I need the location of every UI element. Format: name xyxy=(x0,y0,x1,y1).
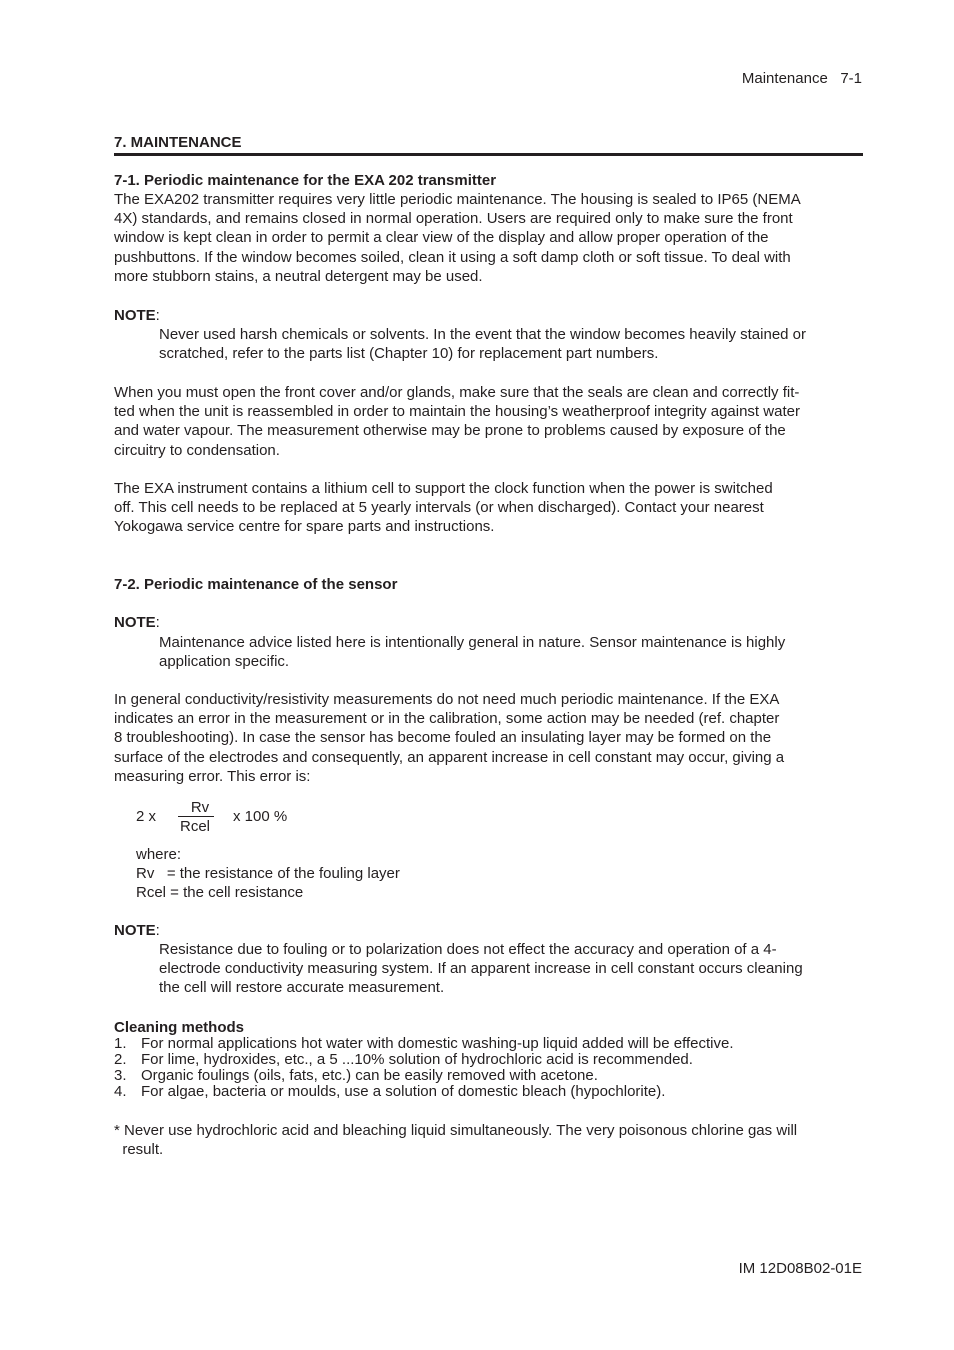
where-rv: Rv = the resistance of the fouling layer xyxy=(136,865,400,883)
lithium-paragraph xyxy=(114,479,863,537)
section-2-heading: 7-2. Periodic maintenance of the sensor xyxy=(114,576,398,593)
note-line: electrode conductivity measuring system. If an apparent increase in cell constant occurs cleaning xyxy=(159,960,803,978)
warning-line: result. xyxy=(114,1141,164,1159)
note-label-text: NOTE xyxy=(114,922,156,939)
paragraph-line: Yokogawa service centre for spare parts and instructions. xyxy=(114,518,495,536)
note-line: Resistance due to fouling or to polarization does not effect the accuracy and operation of a 4- xyxy=(159,941,777,958)
paragraph-line: surface of the electrodes and consequently, an apparent increase in cell constant may occur, giving a xyxy=(114,748,785,766)
note-label-text: NOTE xyxy=(114,307,156,324)
document-id: IM 12D08B02-01E xyxy=(738,1260,862,1277)
header-section: Maintenance xyxy=(741,70,828,87)
page-header xyxy=(742,69,862,88)
list-number: 4. xyxy=(114,1083,127,1100)
where-label: where: xyxy=(136,846,182,863)
paragraph-line: measuring error. This error is: xyxy=(114,767,311,785)
paragraph-line: pushbuttons. If the window becomes soiled, clean it using a soft damp cloth or soft tissue. To deal with xyxy=(114,248,791,266)
paragraph-line: In general conductivity/resistivity measurements do not need much periodic maintenance. If the EXA xyxy=(114,691,780,708)
note-2-body xyxy=(159,633,863,671)
note-colon: : xyxy=(155,614,160,631)
paragraph-line: indicates an error in the measurement or in the calibration, some action may be needed (ref. chapter xyxy=(114,710,780,728)
warning-line: * Never use hydrochloric acid and bleaching liquid simultaneously. The very poisonous chlorine gas will xyxy=(114,1122,798,1139)
note-colon: : xyxy=(155,922,160,939)
where-block xyxy=(136,845,400,903)
cleaning-list xyxy=(114,1036,863,1100)
note-1-label xyxy=(114,306,160,325)
formula-denominator: Rcel xyxy=(180,818,211,835)
paragraph-line: and water vapour. The measurement otherwise may be prone to problems caused by exposure of the xyxy=(114,422,786,440)
chapter-title: 7. MAINTENANCE xyxy=(114,134,242,151)
paragraph-line: off. This cell needs to be replaced at 5 yearly intervals (or when discharged). Contact your nearest xyxy=(114,499,764,517)
note-line: application specific. xyxy=(159,653,290,671)
list-number: 3. xyxy=(114,1067,127,1084)
note-line: Never used harsh chemicals or solvents. In the event that the window becomes heavily stained or xyxy=(159,326,807,343)
paragraph-line: ted when the unit is reassembled in order to maintain the housing’s weatherproof integrity against water xyxy=(114,403,800,421)
paragraph-line: The EXA instrument contains a lithium cell to support the clock function when the power is switched xyxy=(114,480,773,497)
formula-suffix: x 100 % xyxy=(233,808,288,825)
formula-prefix: 2 x xyxy=(136,808,157,825)
note-line: Maintenance advice listed here is intentionally general in nature. Sensor maintenance is highly xyxy=(159,634,786,651)
cover-paragraph xyxy=(114,383,863,460)
formula-numerator: Rv xyxy=(190,799,210,816)
paragraph-line: 4X) standards, and remains closed in normal operation. Users are required only to make sure the front xyxy=(114,210,793,228)
paragraph-line: When you must open the front cover and/or glands, make sure that the seals are clean and correctly fit- xyxy=(114,384,800,401)
list-number: 2. xyxy=(114,1051,127,1068)
list-text: Organic foulings (oils, fats, etc.) can be easily removed with acetone. xyxy=(141,1067,598,1084)
title-rule xyxy=(114,153,863,156)
list-item xyxy=(114,1052,863,1068)
note-line: the cell will restore accurate measurement. xyxy=(159,979,445,997)
section-1-paragraph xyxy=(114,190,863,286)
note-colon: : xyxy=(155,307,160,324)
note-line: scratched, refer to the parts list (Chapter 10) for replacement part numbers. xyxy=(159,345,659,363)
list-text: For normal applications hot water with domestic washing-up liquid added will be effective. xyxy=(141,1035,734,1052)
list-item xyxy=(114,1084,863,1100)
list-number: 1. xyxy=(114,1035,127,1052)
cleaning-heading: Cleaning methods xyxy=(114,1019,245,1036)
paragraph-line: 8 troubleshooting). In case the sensor has become fouled an insulating layer may be formed on the xyxy=(114,729,772,747)
note-2-label xyxy=(114,613,160,632)
note-3-label xyxy=(114,921,160,940)
note-label-text: NOTE xyxy=(114,614,156,631)
note-1-body xyxy=(159,325,863,363)
conductivity-paragraph xyxy=(114,690,863,786)
header-page-number: 7-1 xyxy=(840,70,862,87)
section-1-heading: 7-1. Periodic maintenance for the EXA 202 transmitter xyxy=(114,172,497,189)
chlorine-warning xyxy=(114,1121,863,1159)
list-item xyxy=(114,1036,863,1052)
error-formula xyxy=(136,798,436,838)
list-text: For algae, bacteria or moulds, use a solution of domestic bleach (hypochlorite). xyxy=(141,1083,666,1100)
note-3-body xyxy=(159,940,863,998)
list-item xyxy=(114,1068,863,1084)
list-text: For lime, hydroxides, etc., a 5 ...10% solution of hydrochloric acid is recommended. xyxy=(141,1051,693,1068)
paragraph-line: The EXA202 transmitter requires very little periodic maintenance. The housing is sealed to IP65 (NEMA xyxy=(114,191,801,208)
paragraph-line: window is kept clean in order to permit a clear view of the display and allow proper operation of the xyxy=(114,229,769,247)
paragraph-line: circuitry to condensation. xyxy=(114,441,280,459)
paragraph-line: more stubborn stains, a neutral detergent may be used. xyxy=(114,267,483,285)
where-rcel: Rcel = the cell resistance xyxy=(136,884,304,902)
